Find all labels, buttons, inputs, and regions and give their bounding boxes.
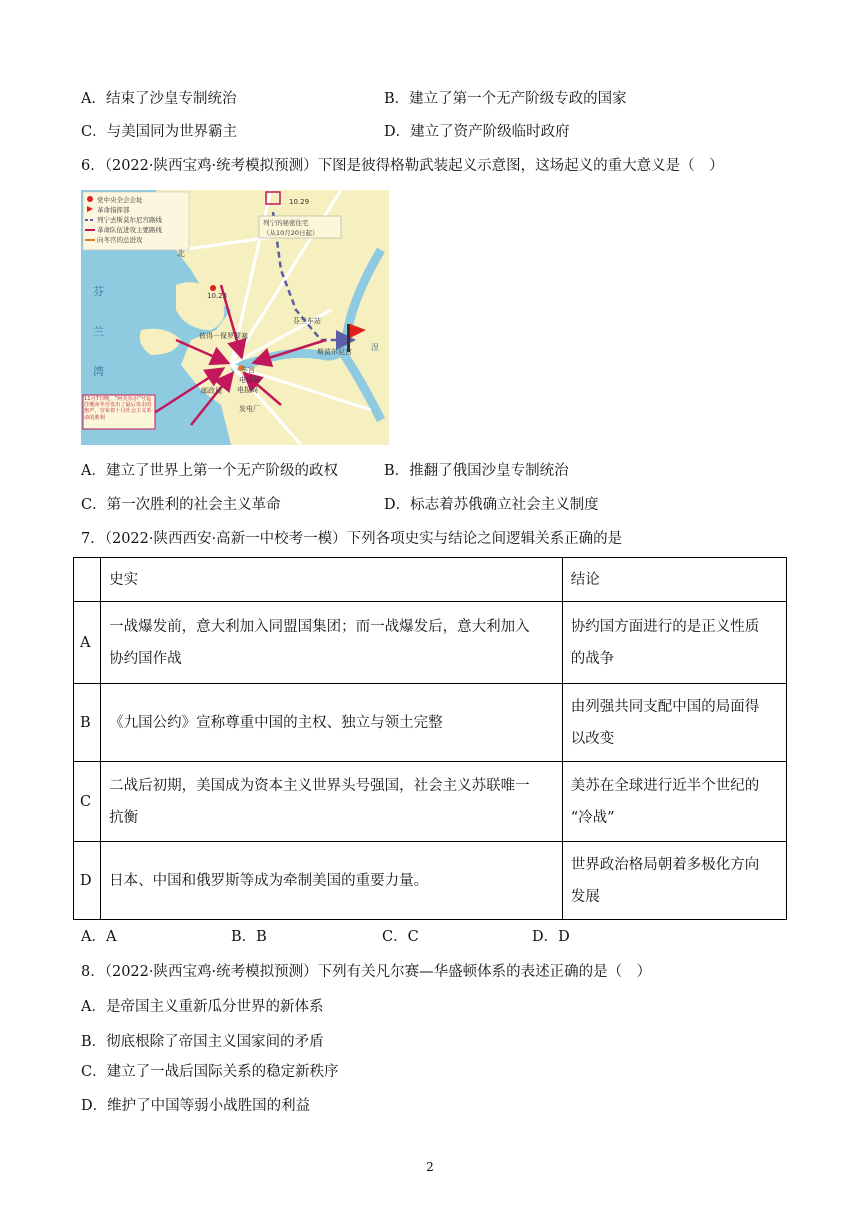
q7-table — [73, 557, 787, 920]
svg-text:（从10月20日起）: （从10月20日起） — [263, 229, 319, 237]
q8-option-a: A．是帝国主义重新瓜分世界的新体系 — [81, 999, 324, 1015]
table-row — [74, 602, 787, 684]
q7-option-c: C．C — [382, 929, 419, 945]
table-row — [74, 684, 787, 762]
svg-text:冬宫: 冬宫 — [241, 366, 255, 374]
table-header-key — [74, 558, 101, 602]
svg-text:邮政局: 邮政局 — [201, 387, 222, 395]
table-header-fact: 史实 — [101, 558, 563, 602]
row-fact: 二战后初期，美国成为资本主义世界头号强国，社会主义苏联唯一 抗衡 — [101, 762, 563, 842]
q7-option-d: D．D — [532, 929, 570, 945]
q7-option-b: B．B — [231, 929, 267, 945]
svg-text:向冬宫的总进攻: 向冬宫的总进攻 — [97, 236, 143, 244]
row-key: D — [74, 842, 101, 920]
q5-option-d: D．建立了资产阶级临时政府 — [384, 124, 570, 140]
table-header-row — [74, 558, 787, 602]
svg-text:彼得－保罗要塞: 彼得－保罗要塞 — [199, 332, 248, 340]
svg-text:斯莫尔尼宫: 斯莫尔尼宫 — [317, 348, 352, 356]
q5-option-c: C．与美国同为世界霸主 — [81, 124, 238, 140]
petrograd-uprising-map: 党中央全会会址 革命指挥部 列宁去斯莫尔尼宫路线 革命队伍进攻主要路线 向冬宫的总进攻 10.29 列宁的秘密住宅 （从10月20日起） 10.23 芬兰车站 斯莫尔尼宫 彼得－保罗要塞 冬宫 电话局 电报局 邮政局 发电厂 芬 兰 湾 涅 北 11月7日晚，“阿芙乐尔”号巡洋舰向冬宫发出了最后攻击的炮声，宣布着十月社会主义革命的胜利 — [81, 190, 389, 445]
svg-text:10.23: 10.23 — [207, 292, 228, 300]
svg-text:列宁去斯莫尔尼宫路线: 列宁去斯莫尔尼宫路线 — [97, 216, 162, 224]
svg-text:列宁的秘密住宅: 列宁的秘密住宅 — [263, 219, 309, 227]
row-key: C — [74, 762, 101, 842]
svg-text:电话局: 电话局 — [239, 376, 260, 384]
q8-stem: 8．（2022·陕西宝鸡·统考模拟预测）下列有关凡尔赛—华盛顿体系的表述正确的是（ ） — [81, 964, 652, 980]
svg-text:湾: 湾 — [93, 365, 104, 378]
q6-option-a: A．建立了世界上第一个无产阶级的政权 — [81, 463, 338, 479]
row-key: A — [74, 602, 101, 684]
row-conclusion: 协约国方面进行的是正义性质 的战争 — [562, 602, 786, 684]
row-conclusion: 由列强共同支配中国的局面得 以改变 — [562, 684, 786, 762]
row-fact: 日本、中国和俄罗斯等成为牵制美国的重要力量。 — [101, 842, 563, 920]
q6-option-c: C．第一次胜利的社会主义革命 — [81, 497, 281, 513]
q7-stem: 7．（2022·陕西西安·高新一中校考一模）下列各项史实与结论之间逻辑关系正确的是 — [81, 531, 623, 547]
svg-text:电报局: 电报局 — [237, 386, 258, 394]
table-row — [74, 762, 787, 842]
table-row — [74, 842, 787, 920]
svg-text:北: 北 — [177, 249, 185, 258]
row-conclusion: 美苏在全球进行近半个世纪的 “冷战” — [562, 762, 786, 842]
svg-text:涅: 涅 — [371, 343, 379, 352]
q8-option-c: C．建立了一战后国际关系的稳定新秩序 — [81, 1064, 339, 1080]
row-fact: 一战爆发前，意大利加入同盟国集团；而一战爆发后，意大利加入 协约国作战 — [101, 602, 563, 684]
q8-option-d: D．维护了中国等弱小战胜国的利益 — [81, 1098, 311, 1114]
row-fact: 《九国公约》宣称尊重中国的主权、独立与领土完整 — [101, 684, 563, 762]
page-number: 2 — [426, 1160, 434, 1174]
q5-option-b: B．建立了第一个无产阶级专政的国家 — [384, 91, 627, 107]
table-header-conclusion: 结论 — [562, 558, 786, 602]
row-key: B — [74, 684, 101, 762]
q5-option-a: A．结束了沙皇专制统治 — [81, 91, 237, 107]
q6-option-b: B．推翻了俄国沙皇专制统治 — [384, 463, 569, 479]
svg-text:发电厂: 发电厂 — [239, 405, 260, 413]
svg-text:兰: 兰 — [93, 325, 104, 338]
svg-text:党中央全会会址: 党中央全会会址 — [97, 196, 143, 204]
svg-text:革命队伍进攻主要路线: 革命队伍进攻主要路线 — [97, 226, 162, 234]
q6-stem: 6．（2022·陕西宝鸡·统考模拟预测）下图是彼得格勒武装起义示意图，这场起义的重大意义是（ ） — [81, 158, 724, 174]
q6-option-d: D．标志着苏俄确立社会主义制度 — [384, 497, 599, 513]
svg-text:芬兰车站: 芬兰车站 — [293, 317, 321, 325]
svg-text:10.29: 10.29 — [289, 198, 310, 206]
q8-option-b: B．彻底根除了帝国主义国家间的矛盾 — [81, 1034, 324, 1050]
svg-text:芬: 芬 — [93, 285, 104, 298]
svg-text:革命指挥部: 革命指挥部 — [97, 206, 130, 214]
row-conclusion: 世界政治格局朝着多极化方向 发展 — [562, 842, 786, 920]
q7-option-a: A．A — [81, 929, 117, 945]
